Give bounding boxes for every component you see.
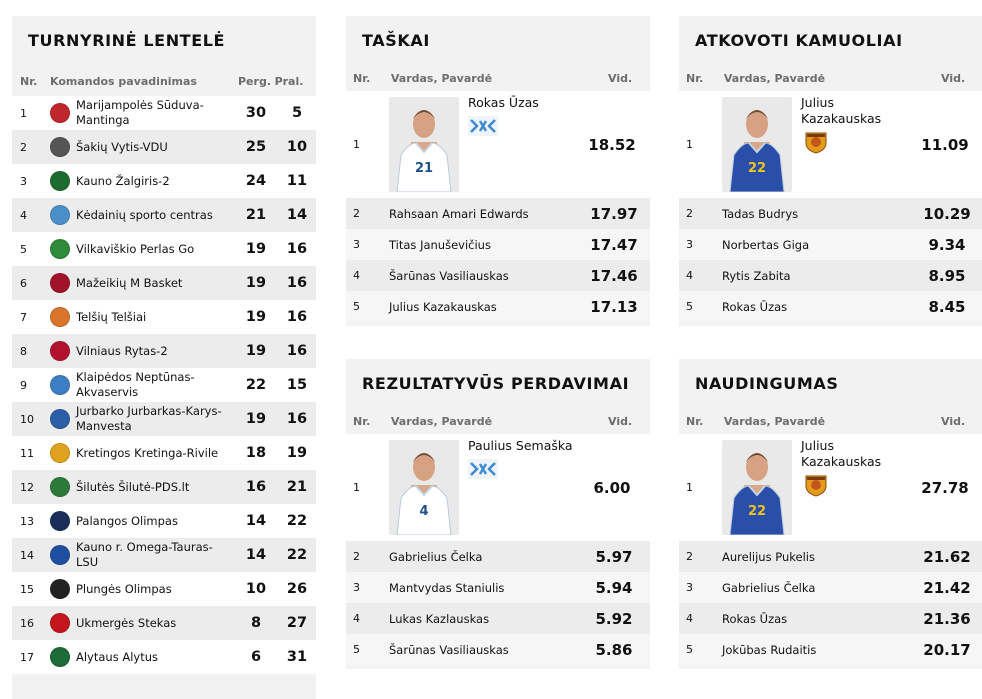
player-rank: 5 bbox=[353, 643, 360, 656]
leader-row[interactable] bbox=[346, 229, 650, 260]
leader-row[interactable] bbox=[679, 291, 982, 322]
player-average: 17.46 bbox=[590, 266, 638, 285]
player-name-link[interactable]: Rokas Ūzas bbox=[468, 95, 539, 110]
team-logo-icon bbox=[50, 511, 74, 531]
player-photo[interactable] bbox=[722, 440, 792, 535]
player-name-link[interactable]: Tadas Budrys bbox=[722, 206, 799, 221]
points-leaders-panel bbox=[346, 16, 650, 326]
player-average: 17.97 bbox=[590, 204, 638, 223]
team-logo-icon bbox=[50, 273, 74, 293]
standings-row[interactable] bbox=[12, 198, 316, 232]
team-wins: 18 bbox=[245, 445, 267, 461]
header-nr: Nr. bbox=[686, 72, 704, 85]
team-rank: 17 bbox=[20, 650, 34, 664]
team-losses: 5 bbox=[291, 105, 303, 121]
leaders-list bbox=[679, 541, 982, 665]
leader-row[interactable] bbox=[679, 260, 982, 291]
kedainiai-logo-icon bbox=[468, 458, 498, 480]
player-name-link[interactable]: Lukas Kazlauskas bbox=[389, 611, 490, 626]
team-losses: 26 bbox=[286, 581, 308, 597]
team-rank: 2 bbox=[20, 140, 27, 154]
leaders-list bbox=[346, 198, 650, 322]
leader-row[interactable] bbox=[346, 291, 650, 322]
player-average: 27.78 bbox=[921, 478, 969, 497]
team-logo-icon bbox=[50, 579, 74, 599]
player-info bbox=[792, 434, 912, 496]
player-name-link[interactable]: Jokūbas Rudaitis bbox=[722, 642, 817, 657]
player-rank: 4 bbox=[353, 612, 360, 625]
jersey-number: 21 bbox=[414, 161, 434, 176]
team-badge-icon bbox=[50, 171, 70, 191]
player-average: 5.92 bbox=[595, 609, 633, 628]
leaders-list bbox=[679, 198, 982, 322]
rebounds-leaders-panel bbox=[679, 16, 982, 326]
team-rank: 8 bbox=[20, 344, 27, 358]
team-name-link[interactable]: Kauno r. Omega-Tauras-LSU bbox=[76, 540, 213, 569]
standings-row[interactable] bbox=[12, 266, 316, 300]
team-rank: 7 bbox=[20, 310, 27, 324]
team-name-link[interactable]: Kėdainių sporto centras bbox=[76, 207, 213, 222]
standings-row[interactable] bbox=[12, 300, 316, 334]
leaders-header bbox=[679, 66, 982, 91]
header-name: Vardas, Pavardė bbox=[723, 415, 826, 428]
jersey-number: 22 bbox=[747, 504, 767, 519]
player-rank: 4 bbox=[686, 269, 693, 282]
player-average: 20.17 bbox=[923, 640, 971, 659]
team-name-link[interactable]: Mažeikių M Basket bbox=[76, 275, 183, 290]
team-badge-icon bbox=[50, 409, 70, 429]
team-logo-icon bbox=[50, 409, 74, 429]
team-badge-icon bbox=[50, 511, 70, 531]
player-rank: 3 bbox=[353, 581, 360, 594]
team-losses: 19 bbox=[286, 445, 308, 461]
player-portrait-icon bbox=[722, 97, 792, 192]
team-rank: 5 bbox=[20, 242, 27, 256]
team-wins: 14 bbox=[245, 547, 267, 563]
team-logo-icon bbox=[50, 647, 74, 667]
jersey-number: 22 bbox=[747, 161, 767, 176]
leader-row[interactable] bbox=[346, 634, 650, 665]
player-portrait-icon bbox=[389, 440, 459, 535]
header-nr: Nr. bbox=[353, 415, 371, 428]
team-losses: 27 bbox=[286, 615, 308, 631]
team-name-link[interactable]: Telšių Telšiai bbox=[76, 309, 147, 324]
team-name-link[interactable]: Palangos Olimpas bbox=[76, 513, 178, 528]
standings-row[interactable] bbox=[12, 368, 316, 402]
player-portrait-icon bbox=[722, 440, 792, 535]
team-logo-icon bbox=[50, 171, 74, 191]
leaders-header bbox=[679, 409, 982, 434]
team-badge-icon bbox=[50, 613, 70, 633]
team-logo-icon bbox=[50, 341, 74, 361]
player-average: 5.86 bbox=[595, 640, 633, 659]
team-losses: 22 bbox=[286, 547, 308, 563]
player-average: 6.00 bbox=[593, 478, 631, 497]
team-wins: 19 bbox=[245, 343, 267, 359]
player-rank: 1 bbox=[353, 481, 360, 494]
team-wins: 24 bbox=[245, 173, 267, 189]
player-photo[interactable] bbox=[389, 440, 459, 535]
player-rank: 5 bbox=[686, 300, 693, 313]
team-wins: 25 bbox=[245, 139, 267, 155]
player-average: 11.09 bbox=[921, 135, 969, 154]
top-player-row[interactable] bbox=[346, 91, 650, 198]
team-wins: 19 bbox=[245, 309, 267, 325]
team-rank: 14 bbox=[20, 548, 34, 562]
team-losses: 31 bbox=[286, 649, 308, 665]
player-rank: 3 bbox=[686, 238, 693, 251]
team-rank: 16 bbox=[20, 616, 34, 630]
player-info bbox=[792, 91, 912, 153]
top-player-row[interactable] bbox=[679, 434, 982, 541]
player-name-link[interactable]: Aurelijus Pukelis bbox=[722, 549, 815, 564]
team-name-link[interactable]: Kretingos Kretinga-Rivile bbox=[76, 445, 219, 460]
standings-title: TURNYRINĖ LENTELĖ bbox=[28, 31, 226, 50]
leader-row[interactable] bbox=[346, 198, 650, 229]
team-badge-icon bbox=[50, 307, 70, 327]
player-average: 21.62 bbox=[923, 547, 971, 566]
leader-row[interactable] bbox=[346, 541, 650, 572]
player-name-link[interactable]: Gabrielius Čelka bbox=[389, 549, 483, 564]
team-losses: 21 bbox=[286, 479, 308, 495]
team-badge-icon bbox=[50, 375, 70, 395]
player-name-link[interactable]: Šarūnas Vasiliauskas bbox=[389, 268, 509, 283]
top-player-row[interactable] bbox=[679, 91, 982, 198]
team-badge-icon bbox=[50, 579, 70, 599]
player-average: 5.97 bbox=[595, 547, 633, 566]
header-name: Vardas, Pavardė bbox=[390, 72, 493, 85]
team-wins: 19 bbox=[245, 411, 267, 427]
team-logo-icon bbox=[50, 545, 74, 565]
team-wins: 30 bbox=[245, 105, 267, 121]
header-average: Vid. bbox=[941, 415, 966, 428]
header-name: Vardas, Pavardė bbox=[390, 415, 493, 428]
team-losses: 16 bbox=[286, 275, 308, 291]
leader-row[interactable] bbox=[679, 198, 982, 229]
player-rank: 3 bbox=[353, 238, 360, 251]
standings-panel bbox=[12, 16, 316, 699]
team-name-link[interactable]: Marijampolės Sūduva-Mantinga bbox=[76, 98, 204, 127]
team-logo-icon bbox=[50, 613, 74, 633]
team-losses: 16 bbox=[286, 411, 308, 427]
team-losses: 16 bbox=[286, 309, 308, 325]
team-badge-icon bbox=[50, 137, 70, 157]
kretinga-logo-icon bbox=[801, 474, 831, 496]
team-rank: 1 bbox=[20, 106, 27, 120]
leaders-title: NAUDINGUMAS bbox=[695, 374, 839, 393]
leaders-title: TAŠKAI bbox=[362, 31, 430, 50]
team-badge-icon bbox=[50, 443, 70, 463]
team-rank: 10 bbox=[20, 412, 34, 426]
team-wins: 19 bbox=[245, 275, 267, 291]
player-average: 21.36 bbox=[923, 609, 971, 628]
player-average: 8.45 bbox=[928, 297, 966, 316]
team-losses: 22 bbox=[286, 513, 308, 529]
player-average: 17.47 bbox=[590, 235, 638, 254]
player-name-link[interactable]: Julius Kazakauskas bbox=[389, 299, 497, 314]
team-badge-icon bbox=[50, 545, 70, 565]
standings-row[interactable] bbox=[12, 538, 316, 572]
player-rank: 4 bbox=[686, 612, 693, 625]
player-average: 9.34 bbox=[928, 235, 966, 254]
team-logo-icon bbox=[50, 307, 74, 327]
player-average: 17.13 bbox=[590, 297, 638, 316]
team-logo-icon bbox=[50, 137, 74, 157]
header-wins: Perg. bbox=[238, 74, 271, 88]
top-player-row[interactable] bbox=[346, 434, 650, 541]
player-rank: 2 bbox=[686, 207, 693, 220]
standings-row[interactable] bbox=[12, 96, 316, 130]
team-losses: 11 bbox=[286, 173, 308, 189]
team-badge-icon bbox=[50, 103, 70, 123]
leaders-title: REZULTATYVŪS PERDAVIMAI bbox=[362, 374, 630, 393]
team-wins: 22 bbox=[245, 377, 267, 393]
team-wins: 8 bbox=[250, 615, 262, 631]
leader-row[interactable] bbox=[679, 572, 982, 603]
player-name-link[interactable]: Paulius Semaška bbox=[468, 438, 573, 453]
leader-row[interactable] bbox=[679, 541, 982, 572]
team-name-link[interactable]: Klaipėdos Neptūnas-Akvaservis bbox=[76, 370, 195, 399]
standings-row[interactable] bbox=[12, 402, 316, 436]
player-rank: 4 bbox=[353, 269, 360, 282]
leaders-list bbox=[346, 541, 650, 665]
team-name-link[interactable]: Šakių Vytis-VDU bbox=[76, 139, 168, 154]
player-average: 5.94 bbox=[595, 578, 633, 597]
team-badge-icon bbox=[50, 341, 70, 361]
team-losses: 15 bbox=[286, 377, 308, 393]
kedainiai-logo-icon bbox=[468, 115, 498, 137]
standings-row[interactable] bbox=[12, 504, 316, 538]
team-logo-icon bbox=[50, 375, 74, 395]
team-losses: 14 bbox=[286, 207, 308, 223]
team-wins: 21 bbox=[245, 207, 267, 223]
leader-row[interactable] bbox=[346, 603, 650, 634]
player-rank: 2 bbox=[353, 207, 360, 220]
team-badge-icon bbox=[50, 239, 70, 259]
player-name-link[interactable]: Julius Kazakauskas bbox=[801, 438, 882, 469]
player-name-link[interactable]: Rokas Ūzas bbox=[722, 299, 788, 314]
player-info bbox=[459, 91, 579, 137]
team-name-link[interactable]: Vilkaviškio Perlas Go bbox=[76, 241, 195, 256]
team-badge-icon bbox=[50, 273, 70, 293]
player-name-link[interactable]: Gabrielius Čelka bbox=[722, 580, 816, 595]
team-name-link[interactable]: Šilutės Šilutė-PDS.lt bbox=[76, 479, 190, 494]
kretinga-logo-icon bbox=[801, 131, 831, 153]
team-logo-icon bbox=[50, 205, 74, 225]
assists-leaders-panel bbox=[346, 359, 650, 669]
player-photo[interactable] bbox=[722, 97, 792, 192]
leader-row[interactable] bbox=[679, 229, 982, 260]
player-name-link[interactable]: Rahsaan Amari Edwards bbox=[389, 206, 529, 221]
header-average: Vid. bbox=[608, 72, 633, 85]
player-rank: 1 bbox=[686, 481, 693, 494]
leader-row[interactable] bbox=[679, 634, 982, 665]
standings-row[interactable] bbox=[12, 470, 316, 504]
standings-row[interactable] bbox=[12, 606, 316, 640]
team-badge-icon bbox=[50, 205, 70, 225]
standings-row[interactable] bbox=[12, 436, 316, 470]
team-name-link[interactable]: Jurbarko Jurbarkas-Karys-Manvesta bbox=[76, 404, 222, 433]
header-team: Komandos pavadinimas bbox=[50, 74, 197, 88]
leaders-title: ATKOVOTI KAMUOLIAI bbox=[695, 31, 903, 50]
header-nr: Nr. bbox=[20, 74, 38, 88]
player-info bbox=[459, 434, 579, 480]
standings-row[interactable] bbox=[12, 640, 316, 674]
team-badge-icon bbox=[50, 477, 70, 497]
header-nr: Nr. bbox=[353, 72, 371, 85]
team-losses: 16 bbox=[286, 343, 308, 359]
team-rank: 13 bbox=[20, 514, 34, 528]
player-rank: 2 bbox=[686, 550, 693, 563]
header-average: Vid. bbox=[941, 72, 966, 85]
player-average: 10.29 bbox=[923, 204, 971, 223]
player-average: 8.95 bbox=[928, 266, 966, 285]
leaders-header bbox=[346, 409, 650, 434]
player-portrait-icon bbox=[389, 97, 459, 192]
efficiency-leaders-panel bbox=[679, 359, 982, 669]
team-badge-icon bbox=[50, 647, 70, 667]
player-photo[interactable] bbox=[389, 97, 459, 192]
jersey-number: 4 bbox=[419, 504, 429, 519]
team-name-link[interactable]: Kauno Žalgiris-2 bbox=[76, 173, 170, 188]
team-rank: 4 bbox=[20, 208, 27, 222]
header-average: Vid. bbox=[608, 415, 633, 428]
player-rank: 5 bbox=[686, 643, 693, 656]
standings-rows bbox=[12, 96, 316, 674]
team-wins: 6 bbox=[250, 649, 262, 665]
team-rank: 12 bbox=[20, 480, 34, 494]
player-average: 18.52 bbox=[588, 135, 636, 154]
player-rank: 1 bbox=[353, 138, 360, 151]
team-wins: 16 bbox=[245, 479, 267, 495]
leader-row[interactable] bbox=[679, 603, 982, 634]
player-rank: 3 bbox=[686, 581, 693, 594]
team-name-link[interactable]: Vilniaus Rytas-2 bbox=[76, 343, 168, 358]
player-name-link[interactable]: Rokas Ūzas bbox=[722, 611, 788, 626]
team-wins: 14 bbox=[245, 513, 267, 529]
standings-row[interactable] bbox=[12, 232, 316, 266]
header-nr: Nr. bbox=[686, 415, 704, 428]
team-wins: 10 bbox=[245, 581, 267, 597]
header-losses: Pral. bbox=[274, 74, 304, 88]
player-average: 21.42 bbox=[923, 578, 971, 597]
standings-row[interactable] bbox=[12, 130, 316, 164]
team-logo-icon bbox=[50, 443, 74, 463]
team-logo-icon bbox=[50, 477, 74, 497]
standings-header bbox=[12, 66, 316, 96]
team-wins: 19 bbox=[245, 241, 267, 257]
team-rank: 3 bbox=[20, 174, 27, 188]
player-name-link[interactable]: Titas Januševičius bbox=[389, 237, 491, 252]
leaders-header bbox=[346, 66, 650, 91]
team-rank: 15 bbox=[20, 582, 34, 596]
player-rank: 2 bbox=[353, 550, 360, 563]
team-losses: 16 bbox=[286, 241, 308, 257]
standings-row[interactable] bbox=[12, 164, 316, 198]
player-name-link[interactable]: Mantvydas Staniulis bbox=[389, 580, 505, 595]
team-name-link[interactable]: Alytaus Alytus bbox=[76, 649, 159, 664]
player-name-link[interactable]: Šarūnas Vasiliauskas bbox=[389, 642, 509, 657]
leader-row[interactable] bbox=[346, 572, 650, 603]
player-name-link[interactable]: Julius Kazakauskas bbox=[801, 95, 882, 126]
player-rank: 5 bbox=[353, 300, 360, 313]
team-losses: 10 bbox=[286, 139, 308, 155]
team-logo-icon bbox=[50, 239, 74, 259]
team-rank: 9 bbox=[20, 378, 27, 392]
standings-row[interactable] bbox=[12, 572, 316, 606]
team-rank: 6 bbox=[20, 276, 27, 290]
team-logo-icon bbox=[50, 103, 74, 123]
player-name-link[interactable]: Norbertas Giga bbox=[722, 237, 810, 252]
player-name-link[interactable]: Rytis Zabita bbox=[722, 268, 791, 283]
player-rank: 1 bbox=[686, 138, 693, 151]
standings-row[interactable] bbox=[12, 334, 316, 368]
leader-row[interactable] bbox=[346, 260, 650, 291]
team-name-link[interactable]: Plungės Olimpas bbox=[76, 581, 172, 596]
team-rank: 11 bbox=[20, 446, 34, 460]
team-name-link[interactable]: Ukmergės Stekas bbox=[76, 615, 177, 630]
header-name: Vardas, Pavardė bbox=[723, 72, 826, 85]
